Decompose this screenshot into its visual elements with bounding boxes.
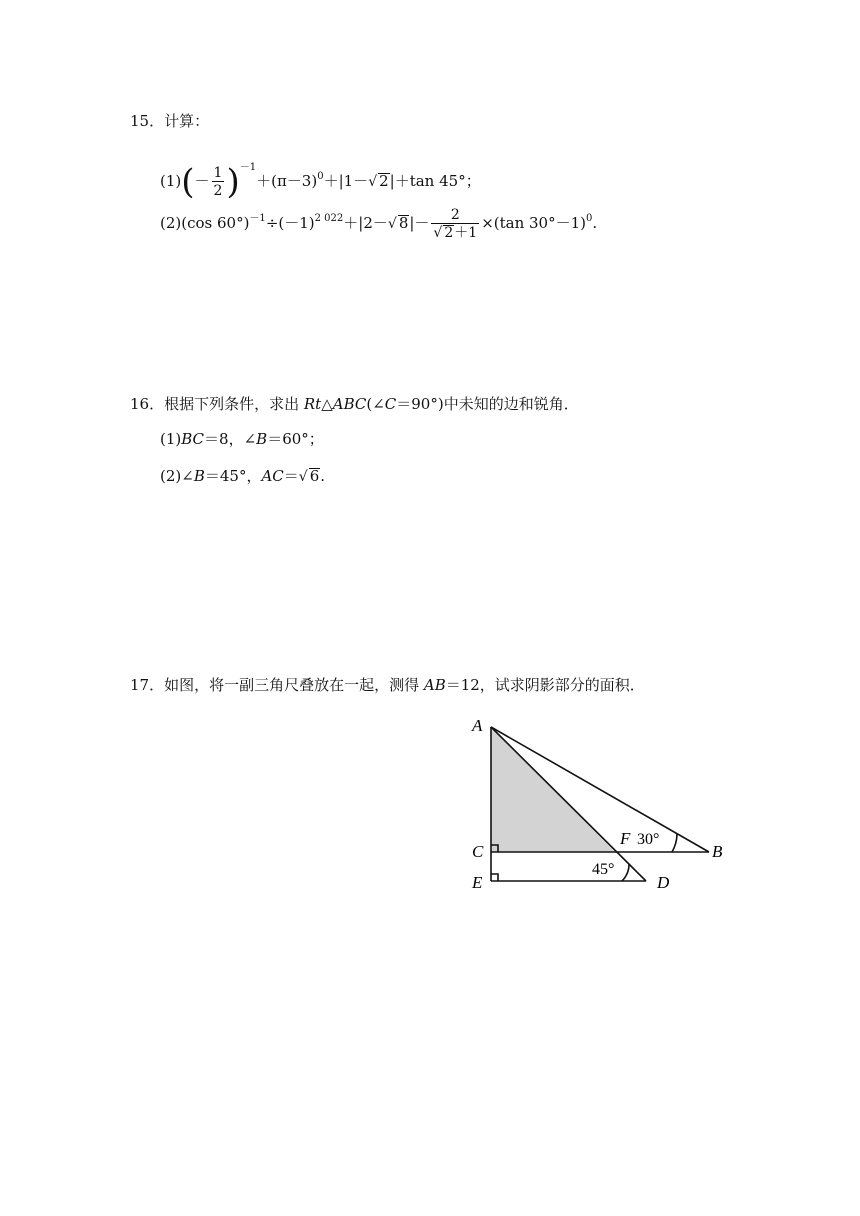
- q15-p1-label: (1): [160, 172, 182, 190]
- left-bracket: (: [181, 162, 195, 202]
- q16-part1: (1)BC＝8，∠B＝60°；: [160, 430, 324, 448]
- segment-ab: [491, 727, 709, 852]
- q15-p1-fraction: $\frac{1}{2}$: [213, 164, 223, 199]
- q15-part2: (2)(cos $60^\circ)^{-1}\div(-1)^{2 022}+|2-√$ 8|－ $\frac{2}{√ 2+1}$ ×(tan 30°－1)$^0$.: [160, 206, 598, 241]
- right-bracket: ): [226, 162, 240, 202]
- label-d: D: [657, 873, 670, 892]
- q15-p2-fraction: $\frac{2}{√ 2+1}$: [433, 206, 478, 241]
- segment-ad: [491, 727, 646, 881]
- radical-sign: √: [368, 174, 378, 190]
- label-f: F: [620, 829, 631, 848]
- figure-lines: [491, 727, 709, 881]
- angle-arc-d: [622, 864, 629, 881]
- q17-heading: 17．如图，将一副三角尺叠放在一起，测得 AB＝12，试求阴影部分的面积．: [130, 676, 645, 694]
- label-c: C: [472, 842, 484, 861]
- angle-arc-b: [672, 834, 677, 852]
- q15-p1-exponent: －1: [239, 162, 257, 173]
- right-angle-mark-e: [491, 874, 498, 881]
- q15-part1: (1)(－ $\frac{1}{2}$ )$^{-1}+(\pi-3)^0+|1-√$ 2|＋tan 45°；: [160, 162, 481, 202]
- right-angle-mark-c: [491, 845, 498, 852]
- radical-sign: √: [387, 216, 397, 232]
- radical-sign: √: [298, 469, 308, 485]
- label-b: B: [712, 842, 723, 861]
- label-a: A: [472, 716, 483, 735]
- q15-heading: 15．计算：: [130, 112, 210, 130]
- q16-heading: 16．根据下列条件，求出 Rt△ABC(∠C＝90°)中未知的边和锐角．: [130, 395, 579, 413]
- label-angle45: 45°: [592, 861, 615, 878]
- q15-p1-minus: －: [194, 172, 210, 190]
- shaded-triangle-acf: [491, 727, 615, 852]
- label-e: E: [472, 873, 483, 892]
- label-angle30: 30°: [637, 831, 660, 848]
- q16-part2: (2)∠B＝45°，AC＝√ 6.: [160, 467, 326, 485]
